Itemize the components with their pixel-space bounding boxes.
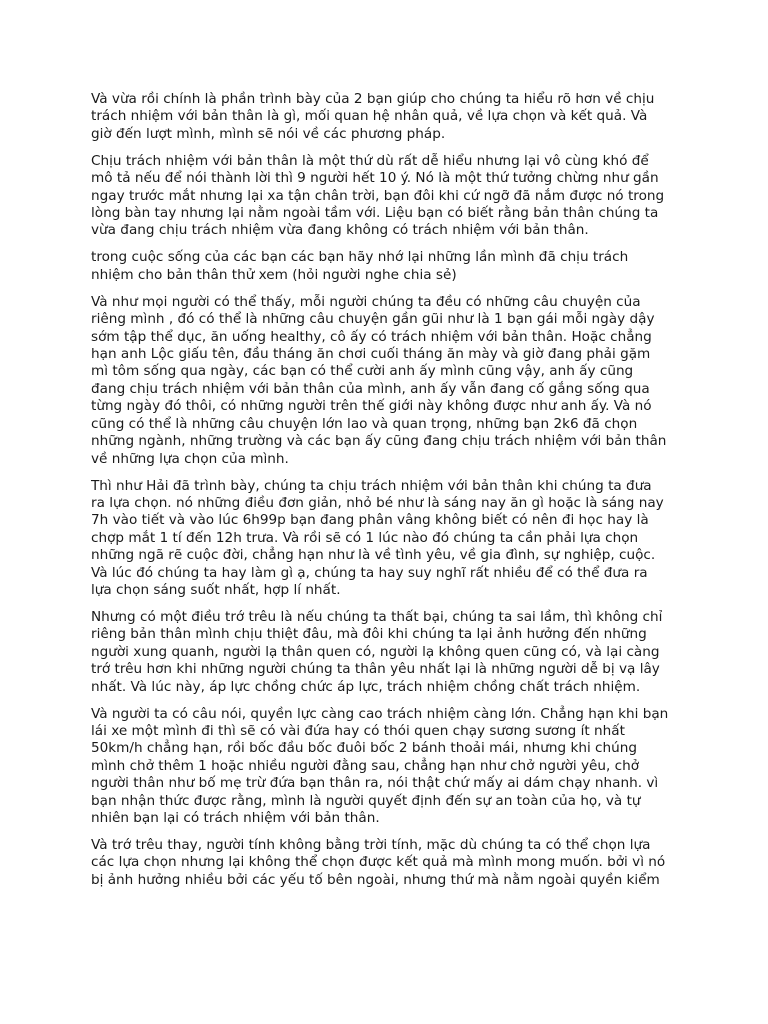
- paragraph: [91, 478, 683, 600]
- paragraph: [91, 706, 683, 828]
- text-line: riêng mình , đó có thể là những câu chuyện gần gũi như là 1 bạn gái mỗi ngày dậy: [91, 311, 655, 328]
- text-line: trách nhiệm với bản thân là gì, mối quan hệ nhân quả, về lựa chọn và kết quả. Và: [91, 108, 648, 125]
- text-line: Và vừa rồi chính là phần trình bày của 2 bạn giúp cho chúng ta hiểu rõ hơn về chịu: [91, 91, 655, 107]
- text-line: vừa đang chịu trách nhiệm vừa đang không có trách nhiệm với bản thân.: [91, 222, 589, 239]
- text-line: đang chịu trách nhiệm với bản thân của mình, anh ấy vẫn đang cố gắng sống qua: [91, 380, 650, 397]
- text-line: ra lựa chọn. nó những điều đơn giản, nhỏ bé như là sáng nay ăn gì hoặc là sáng nay: [91, 494, 664, 511]
- text-line: lái xe một mình đi thì sẽ có vài đứa hay có thói quen chạy sương sương ít nhất: [91, 722, 625, 739]
- text-line: cũng có thể là những câu chuyện lớn lao và quan trọng, những bạn 2k6 đã chọn: [91, 415, 638, 432]
- text-line: Và như mọi người có thể thấy, mỗi người chúng ta đều có những câu chuyện của: [91, 293, 641, 310]
- text-line: mô tả nếu để nói thành lời thì 9 người hết 10 ý. Nó là một thứ tưởng chừng như gần: [91, 170, 659, 187]
- text-line: trớ trêu hơn khi những người chúng ta thân yêu nhất lại là những người dễ bị vạ lây: [91, 661, 660, 678]
- paragraph: [91, 609, 683, 696]
- text-line: những ngã rẽ cuộc đời, chẳng hạn như là về tình yêu, về gia đình, sự nghiệp, cuộc.: [91, 547, 656, 564]
- text-line: 7h vào tiết và vào lúc 6h99p bạn đang phân vâng không biết có nên đi học hay là: [91, 512, 649, 529]
- paragraph: [91, 294, 683, 468]
- paragraph: [91, 153, 683, 240]
- paragraph: [91, 249, 683, 284]
- text-line: từng ngày đó thôi, có những người trên thế giới này không được như anh ấy. Và nó: [91, 398, 652, 415]
- text-line: trong cuộc sống của các bạn các bạn hãy nhớ lại những lần mình đã chịu trách: [91, 249, 629, 266]
- text-line: những ngành, những trường và các bạn ấy cũng đang chịu trách nhiệm với bản thân: [91, 433, 667, 450]
- text-line: về những lựa chọn của mình.: [91, 450, 289, 467]
- text-line: người thân như bố mẹ trừ đứa bạn thân ra, nói thật chứ mấy ai dám chạy nhanh. vì: [91, 775, 659, 792]
- text-line: Và người ta có câu nói, quyền lực càng cao trách nhiệm càng lớn. Chẳng hạn khi bạn: [91, 705, 669, 722]
- paragraph: [91, 91, 683, 143]
- text-line: nhất. Và lúc này, áp lực chồng chức áp lực, trách nhiệm chồng chất trách nhiệm.: [91, 678, 641, 695]
- text-line: Thì như Hải đã trình bày, chúng ta chịu trách nhiệm với bản thân khi chúng ta đưa: [91, 477, 652, 494]
- text-line: Và lúc đó chúng ta hay làm gì ạ, chúng ta hay suy nghĩ rất nhiều để có thể đưa ra: [91, 564, 648, 581]
- text-line: riêng bản thân mình chịu thiệt đâu, mà đôi khi chúng ta lại ảnh hưởng đến những: [91, 626, 647, 643]
- text-line: các lựa chọn nhưng lại không thể chọn được kết quả mà mình mong muốn. bởi vì nó: [91, 854, 666, 871]
- text-line: ngay trước mắt nhưng lại xa tận chân trời, bạn đôi khi cứ ngỡ đã nắm được nó trong: [91, 187, 665, 204]
- text-line: hạn anh Lộc giấu tên, đầu tháng ăn chơi cuối tháng ăn mày và giờ đang phải gặm: [91, 346, 651, 363]
- text-line: chợp mắt 1 tí đến 12h trưa. Và rồi sẽ có 1 lúc nào đó chúng ta cần phải lựa chọn: [91, 529, 639, 546]
- text-line: người xung quanh, người lạ thân quen có, người lạ không quen cũng có, và lại càng: [91, 643, 660, 660]
- text-line: bạn nhận thức được rằng, mình là người quyết định đến sự an toàn của họ, và tự: [91, 792, 641, 809]
- text-line: mì tôm sống qua ngày, các bạn có thể cười anh ấy mình cũng vậy, anh ấy cũng: [91, 363, 634, 380]
- text-line: lựa chọn sáng suốt nhất, hợp lí nhất.: [91, 581, 341, 598]
- document-body: [91, 91, 683, 899]
- text-line: giờ đến lượt mình, mình sẽ nói về các phương pháp.: [91, 125, 446, 142]
- text-line: Chịu trách nhiệm với bản thân là một thứ dù rất dễ hiểu nhưng lại vô cùng khó để: [91, 152, 649, 169]
- text-line: mình chở thêm 1 hoặc nhiều người đằng sau, chẳng hạn như chở người yêu, chở: [91, 757, 640, 774]
- text-line: bị ảnh hưởng nhiều bởi các yếu tố bên ngoài, nhưng thứ mà nằm ngoài quyền kiểm: [91, 871, 660, 888]
- paragraph: [91, 837, 683, 889]
- text-line: lòng bàn tay nhưng lại nằm ngoài tầm với. Liệu bạn có biết rằng bản thân chúng ta: [91, 205, 659, 222]
- text-line: nhiên bạn lại có trách nhiệm với bản thân.: [91, 810, 380, 826]
- text-line: sớm tập thể dục, ăn uống healthy, cô ấy có trách nhiệm với bản thân. Hoặc chẳng: [91, 328, 652, 345]
- text-line: 50km/h chẳng hạn, rồi bốc đầu bốc đuôi bốc 2 bánh thoải mái, nhưng khi chúng: [91, 740, 638, 757]
- text-line: Và trớ trêu thay, người tính không bằng trời tính, mặc dù chúng ta có thể chọn lựa: [91, 837, 651, 853]
- text-line: Nhưng có một điều trớ trêu là nếu chúng ta thất bại, chúng ta sai lầm, thì không chỉ: [91, 608, 663, 625]
- text-line: nhiệm cho bản thân thử xem (hỏi người nghe chia sẻ): [91, 266, 457, 283]
